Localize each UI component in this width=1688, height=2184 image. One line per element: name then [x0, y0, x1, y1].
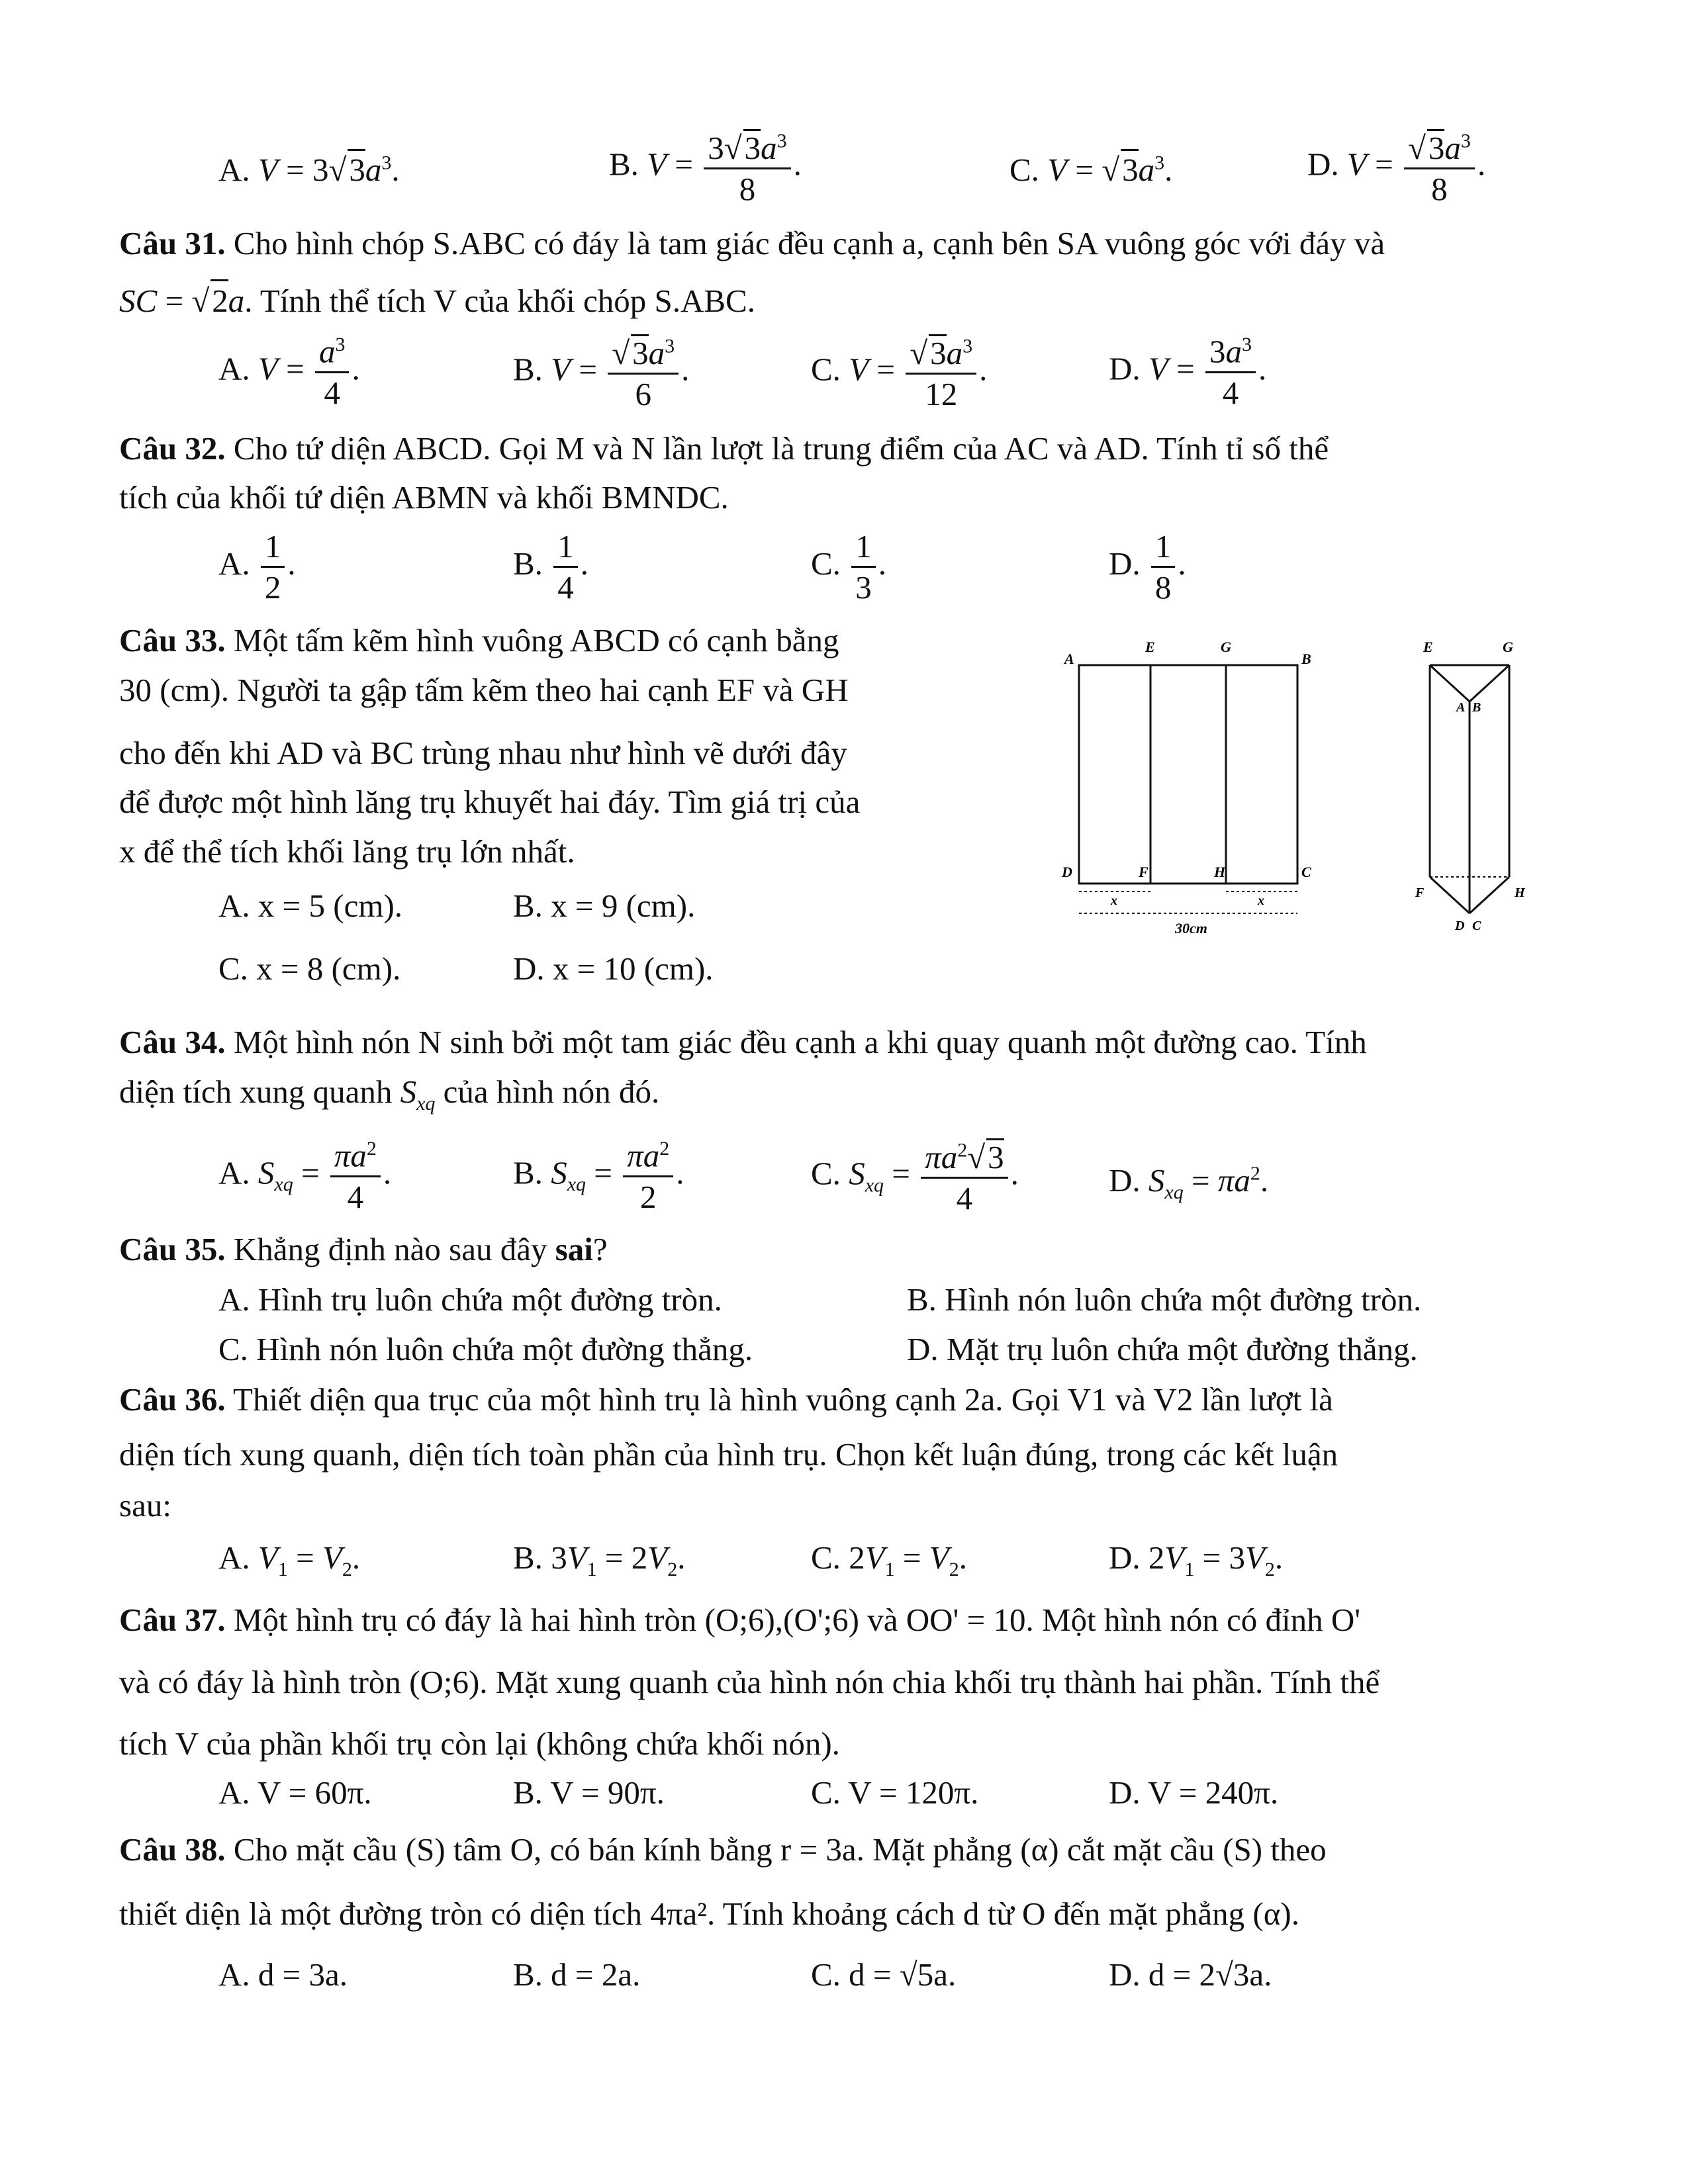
q34-option-a[interactable]: A. $S_{xq}$ = $\frac{\pi a^2}{4}$ . — [218, 1137, 392, 1215]
q38-option-d[interactable]: D. d = 2√3a. — [1109, 1956, 1272, 1993]
sheet-label-g: G — [1221, 639, 1231, 655]
q37-option-a[interactable]: A. V = 60π. — [218, 1774, 372, 1811]
q36-option-c[interactable]: C. $2V_1 = V_2$. — [811, 1539, 967, 1580]
q34-option-d[interactable]: D. $S_{xq} = \pi a^2$. — [1109, 1162, 1269, 1203]
q32-option-b[interactable]: B. $\frac{1}{4}$ . — [513, 528, 588, 606]
q38-line2: thiết diện là một đường tròn có diện tích 4πa². Tính khoảng cách d từ O đến mặt phẳng (α). — [119, 1895, 1299, 1932]
sheet-label-a: A — [1064, 651, 1074, 667]
q31-option-c[interactable]: C. V = $\frac{√3a^3}{12}$ . — [811, 335, 988, 413]
q33-line4: để được một hình lăng trụ khuyết hai đáy. Tìm giá trị của — [119, 784, 861, 820]
q36-line3: sau: — [119, 1487, 171, 1524]
q34-line1: Câu 34. Một hình nón N sinh bởi một tam giác đều cạnh a khi quay quanh một đường cao. Tính — [119, 1024, 1367, 1060]
prism-label-e: E — [1423, 639, 1433, 655]
q35-option-b[interactable]: B. Hình nón luôn chứa một đường tròn. — [907, 1281, 1422, 1318]
prism-label-c: C — [1472, 919, 1481, 933]
q34-option-c[interactable]: C. $S_{xq}$ = $\frac{\pi a^2√3}{4}$ . — [811, 1139, 1019, 1217]
q33-figure-sheet — [1046, 632, 1324, 940]
q37-line2: và có đáy là hình tròn (O;6). Mặt xung quanh của hình nón chia khối trụ thành hai phần. Tính thể — [119, 1664, 1380, 1700]
sheet-label-d: D — [1062, 864, 1072, 880]
q37-line1: Câu 37. Một hình trụ có đáy là hai hình tròn (O;6),(O';6) và OO' = 10. Một hình nón có đỉnh O' — [119, 1602, 1361, 1638]
q31-option-a[interactable]: A. V = $\frac{a^3}{4}$ . — [218, 333, 360, 411]
q38-option-c[interactable]: C. d = √5a. — [811, 1956, 957, 1993]
q33-option-d[interactable]: D. x = 10 (cm). — [513, 950, 714, 987]
sheet-label-e: E — [1145, 639, 1155, 655]
prism-label-h: H — [1515, 886, 1525, 900]
q30-option-a[interactable]: A. $V = 3√3a^3$. — [218, 149, 400, 189]
q33-line1: Câu 33. Một tấm kẽm hình vuông ABCD có cạnh bằng — [119, 622, 839, 659]
q33-line5: x để thể tích khối lăng trụ lớn nhất. — [119, 833, 575, 870]
q32-line1: Câu 32. Cho tứ diện ABCD. Gọi M và N lần lượt là trung điểm của AC và AD. Tính tỉ số thể — [119, 430, 1329, 467]
q37-option-b[interactable]: B. V = 90π. — [513, 1774, 665, 1811]
q37-option-d[interactable]: D. V = 240π. — [1109, 1774, 1279, 1811]
q30-option-d[interactable]: D. V = $\frac{√3a^3}{8}$ . — [1307, 130, 1486, 208]
q38-option-b[interactable]: B. d = 2a. — [513, 1956, 641, 1993]
sheet-label-c: C — [1301, 864, 1311, 880]
prism-label-a: A — [1456, 700, 1466, 715]
q33-line2: 30 (cm). Người ta gập tấm kẽm theo hai cạnh EF và GH — [119, 672, 849, 708]
q30-option-b[interactable]: B. V = $\frac{3√3a^3}{8}$ . — [609, 130, 802, 208]
q34-line2: diện tích xung quanh $S_{xq}$ của hình nón đó. — [119, 1073, 660, 1115]
q35-line1: Câu 35. Khẳng định nào sau đây sai? — [119, 1231, 608, 1267]
sheet-label-x1: x — [1111, 893, 1117, 908]
q34-option-b[interactable]: B. $S_{xq}$ = $\frac{\pi a^2}{2}$ . — [513, 1137, 684, 1215]
q37-option-c[interactable]: C. V = 120π. — [811, 1774, 979, 1811]
q33-figure-prism — [1410, 632, 1542, 940]
q31-option-b[interactable]: B. V = $\frac{√3a^3}{6}$ . — [513, 335, 690, 413]
q36-option-b[interactable]: B. $3V_1 = 2V_2$. — [513, 1539, 686, 1580]
q33-option-a[interactable]: A. x = 5 (cm). — [218, 887, 403, 924]
prism-label-g: G — [1503, 639, 1513, 655]
q35-option-d[interactable]: D. Mặt trụ luôn chứa một đường thẳng. — [907, 1331, 1418, 1367]
q35-option-a[interactable]: A. Hình trụ luôn chứa một đường tròn. — [218, 1281, 722, 1318]
q38-option-a[interactable]: A. d = 3a. — [218, 1956, 348, 1993]
q31-line1: Câu 31. Cho hình chóp S.ABC có đáy là tam giác đều cạnh a, cạnh bên SA vuông góc với đáy và — [119, 225, 1385, 261]
prism-label-d: D — [1455, 919, 1465, 933]
sheet-label-h: H — [1214, 864, 1226, 880]
prism-label-f: F — [1415, 886, 1425, 900]
q32-option-c[interactable]: C. $\frac{1}{3}$ . — [811, 528, 886, 606]
q36-line2: diện tích xung quanh, diện tích toàn phần của hình trụ. Chọn kết luận đúng, trong các kết luận — [119, 1436, 1338, 1473]
q33-option-c[interactable]: C. x = 8 (cm). — [218, 950, 401, 987]
q37-line3: tích V của phần khối trụ còn lại (không chứa khối nón). — [119, 1725, 840, 1762]
q31-line2: SC = √2a. Tính thể tích V của khối chóp S.ABC. — [119, 279, 755, 321]
q38-line1: Câu 38. Cho mặt cầu (S) tâm O, có bán kính bằng r = 3a. Mặt phẳng (α) cắt mặt cầu (S) theo — [119, 1831, 1327, 1868]
q36-option-a[interactable]: A. $V_1 = V_2$. — [218, 1539, 361, 1580]
q33-option-b[interactable]: B. x = 9 (cm). — [513, 887, 696, 924]
q32-option-a[interactable]: A. $\frac{1}{2}$ . — [218, 528, 296, 606]
q36-line1: Câu 36. Thiết diện qua trục của một hình trụ là hình vuông cạnh 2a. Gọi V1 và V2 lần lượt là — [119, 1381, 1333, 1418]
sheet-label-x2: x — [1258, 893, 1264, 908]
q32-line2: tích của khối tứ diện ABMN và khối BMNDC. — [119, 479, 729, 516]
sheet-label-f: F — [1139, 864, 1149, 880]
sheet-label-b: B — [1301, 651, 1311, 667]
q32-option-d[interactable]: D. $\frac{1}{8}$ . — [1109, 528, 1186, 606]
q36-option-d[interactable]: D. $2V_1 = 3V_2$. — [1109, 1539, 1284, 1580]
prism-label-b: B — [1472, 700, 1481, 715]
sheet-label-30cm: 30cm — [1175, 920, 1207, 936]
q30-option-c[interactable]: C. $V = √3a^3$. — [1009, 149, 1172, 189]
q31-option-d[interactable]: D. V = $\frac{3a^3}{4}$ . — [1109, 333, 1267, 411]
q33-line3: cho đến khi AD và BC trùng nhau như hình vẽ dưới đây — [119, 735, 847, 771]
q35-option-c[interactable]: C. Hình nón luôn chứa một đường thẳng. — [218, 1331, 753, 1367]
